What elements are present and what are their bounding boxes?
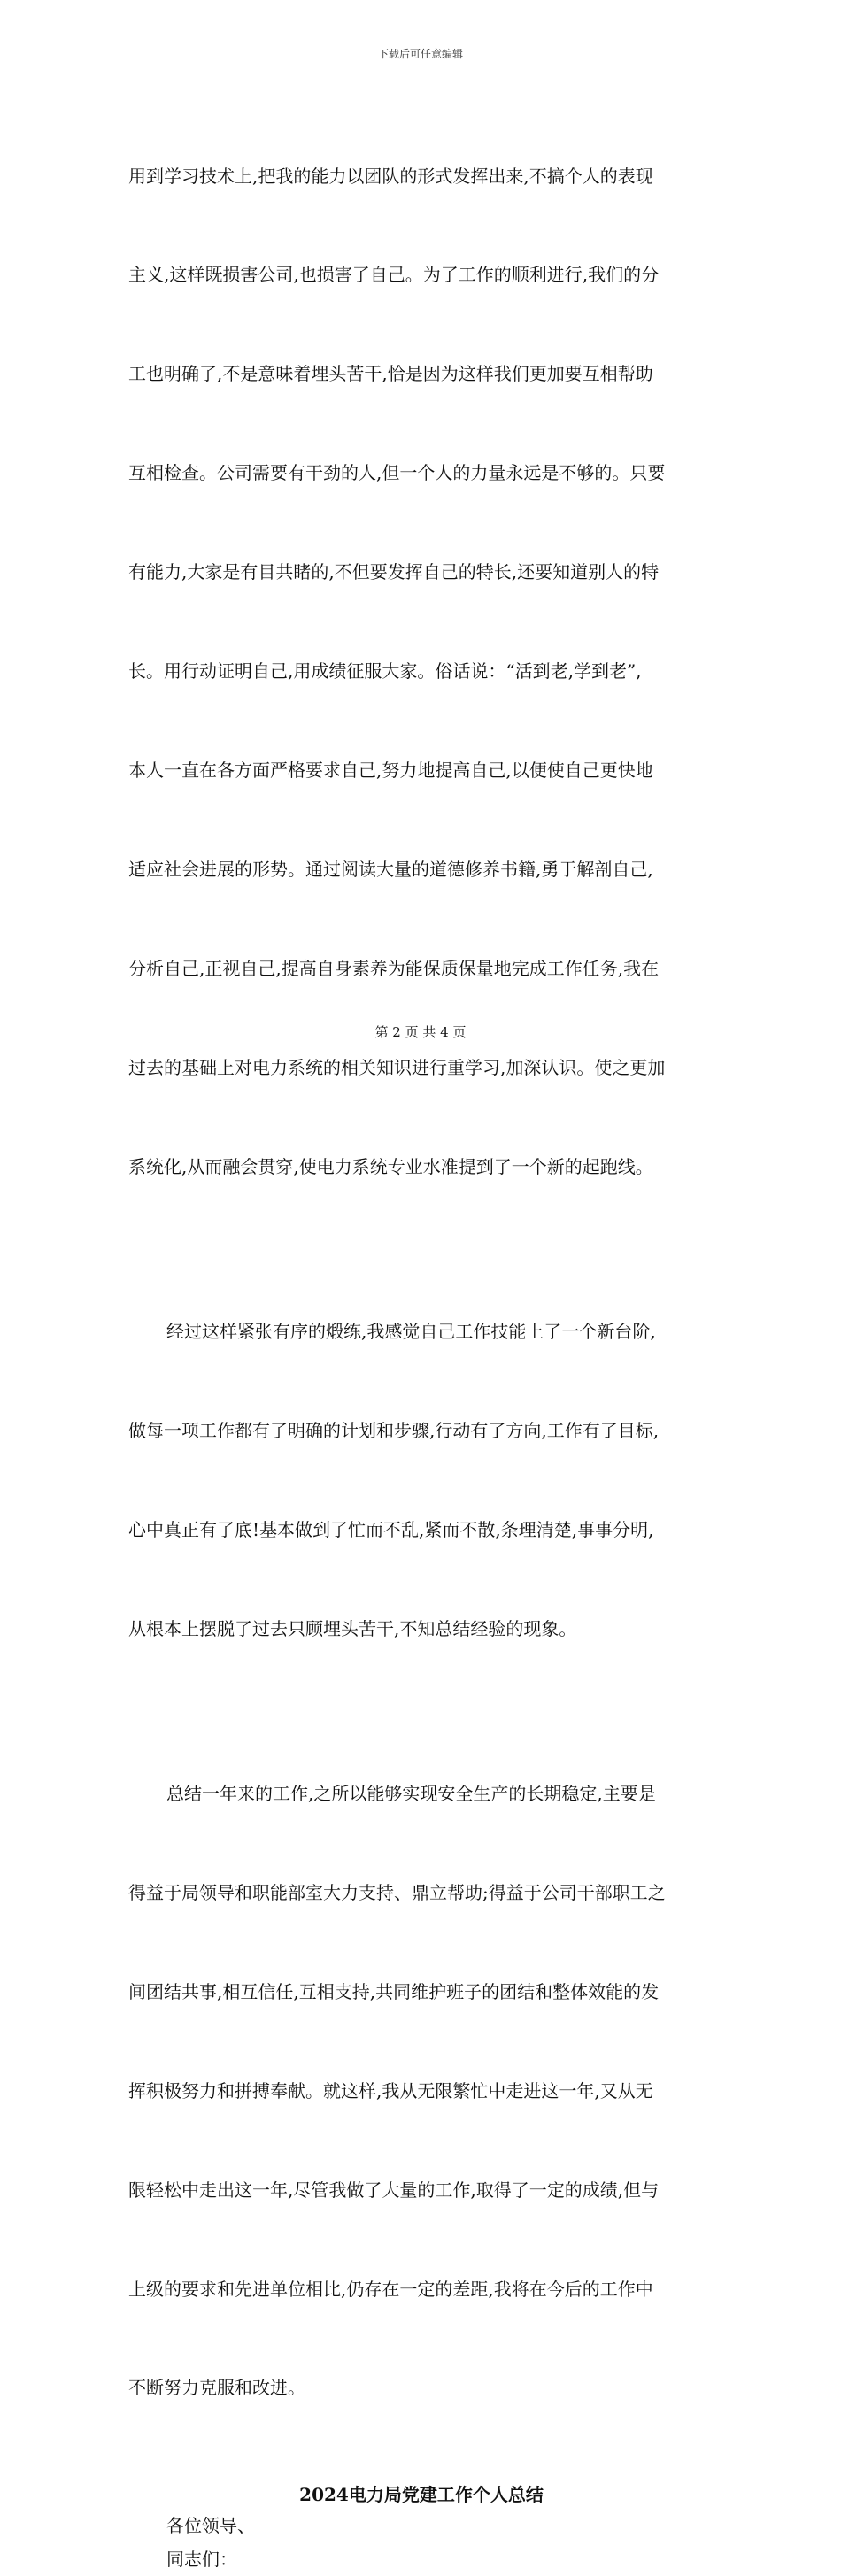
text-line: 长。用行动证明自己,用成绩征服大家。俗话说：“活到老,学到老”, — [128, 660, 642, 683]
text-line: 总结一年来的工作,之所以能够实现安全生产的长期稳定,主要是 — [166, 1783, 656, 1805]
page-header: 下载后可任意编辑 — [377, 48, 463, 60]
text-line: 心中真正有了底!基本做到了忙而不乱,紧而不散,条理清楚,事事分明, — [128, 1518, 654, 1540]
text-line: 不断努力克服和改进。 — [128, 2377, 305, 2399]
paragraph-3 — [128, 1712, 714, 2472]
text-line: 主义,这样既损害公司,也损害了自己。为了工作的顺利进行,我们的分 — [128, 264, 660, 286]
paragraph-1 — [128, 94, 714, 1249]
text-line: 分析自己,正视自己,提高自身素养为能保质保量地完成工作任务,我在 — [128, 957, 660, 979]
text-line: 工也明确了,不是意味着埋头苦干,恰是因为这样我们更加要互相帮助 — [128, 363, 653, 385]
page-number-footer: 第 2 页 共 4 页 — [374, 1024, 467, 1040]
text-line: 得益于局领导和职能部室大力支持、鼎立帮助;得益于公司干部职工之 — [128, 1882, 666, 1904]
text-line: 从根本上摆脱了过去只顾埋头苦干,不知总结经验的现象。 — [128, 1617, 577, 1639]
salutation-line: 各位领导、 — [166, 2515, 255, 2537]
document-body — [128, 94, 714, 2576]
text-line: 本人一直在各方面严格要求自己,努力地提高自己,以便使自己更快地 — [128, 759, 653, 781]
text-line: 限轻松中走出这一年,尽管我做了大量的工作,取得了一定的成绩,但与 — [128, 2179, 660, 2201]
text-line: 做每一项工作都有了明确的计划和步骤,行动有了方向,工作有了目标, — [128, 1419, 660, 1441]
text-line: 适应社会进展的形势。通过阅读大量的道德修养书籍,勇于解剖自己, — [128, 858, 653, 880]
text-line: 互相检查。公司需要有干劲的人,但一个人的力量永远是不够的。只要 — [128, 462, 666, 484]
text-line: 经过这样紧张有序的煅练,我感觉自己工作技能上了一个新台阶, — [166, 1320, 656, 1342]
text-line: 挥积极努力和拼搏奉献。就这样,我从无限繁忙中走进这一年,又从无 — [128, 2079, 653, 2102]
paragraph-2 — [128, 1249, 714, 1711]
text-line: 过去的基础上对电力系统的相关知识进行重学习,加深认识。使之更加 — [128, 1056, 666, 1078]
text-line: 用到学习技术上,把我的能力以团队的形式发挥出来,不搞个人的表现 — [128, 165, 653, 187]
text-line: 有能力,大家是有目共睹的,不但要发挥自己的特长,还要知道别人的特 — [128, 561, 660, 583]
text-line: 间团结共事,相互信任,互相支持,共同维护班子的团结和整体效能的发 — [128, 1980, 660, 2002]
section-title: 2024电力局党建工作个人总结 — [299, 2484, 544, 2506]
salutation-line: 同志们： — [166, 2548, 237, 2570]
text-line: 系统化,从而融会贯穿,使电力系统专业水准提到了一个新的起跑线。 — [128, 1155, 653, 1177]
text-line: 上级的要求和先进单位相比,仍存在一定的差距,我将在今后的工作中 — [128, 2278, 653, 2300]
